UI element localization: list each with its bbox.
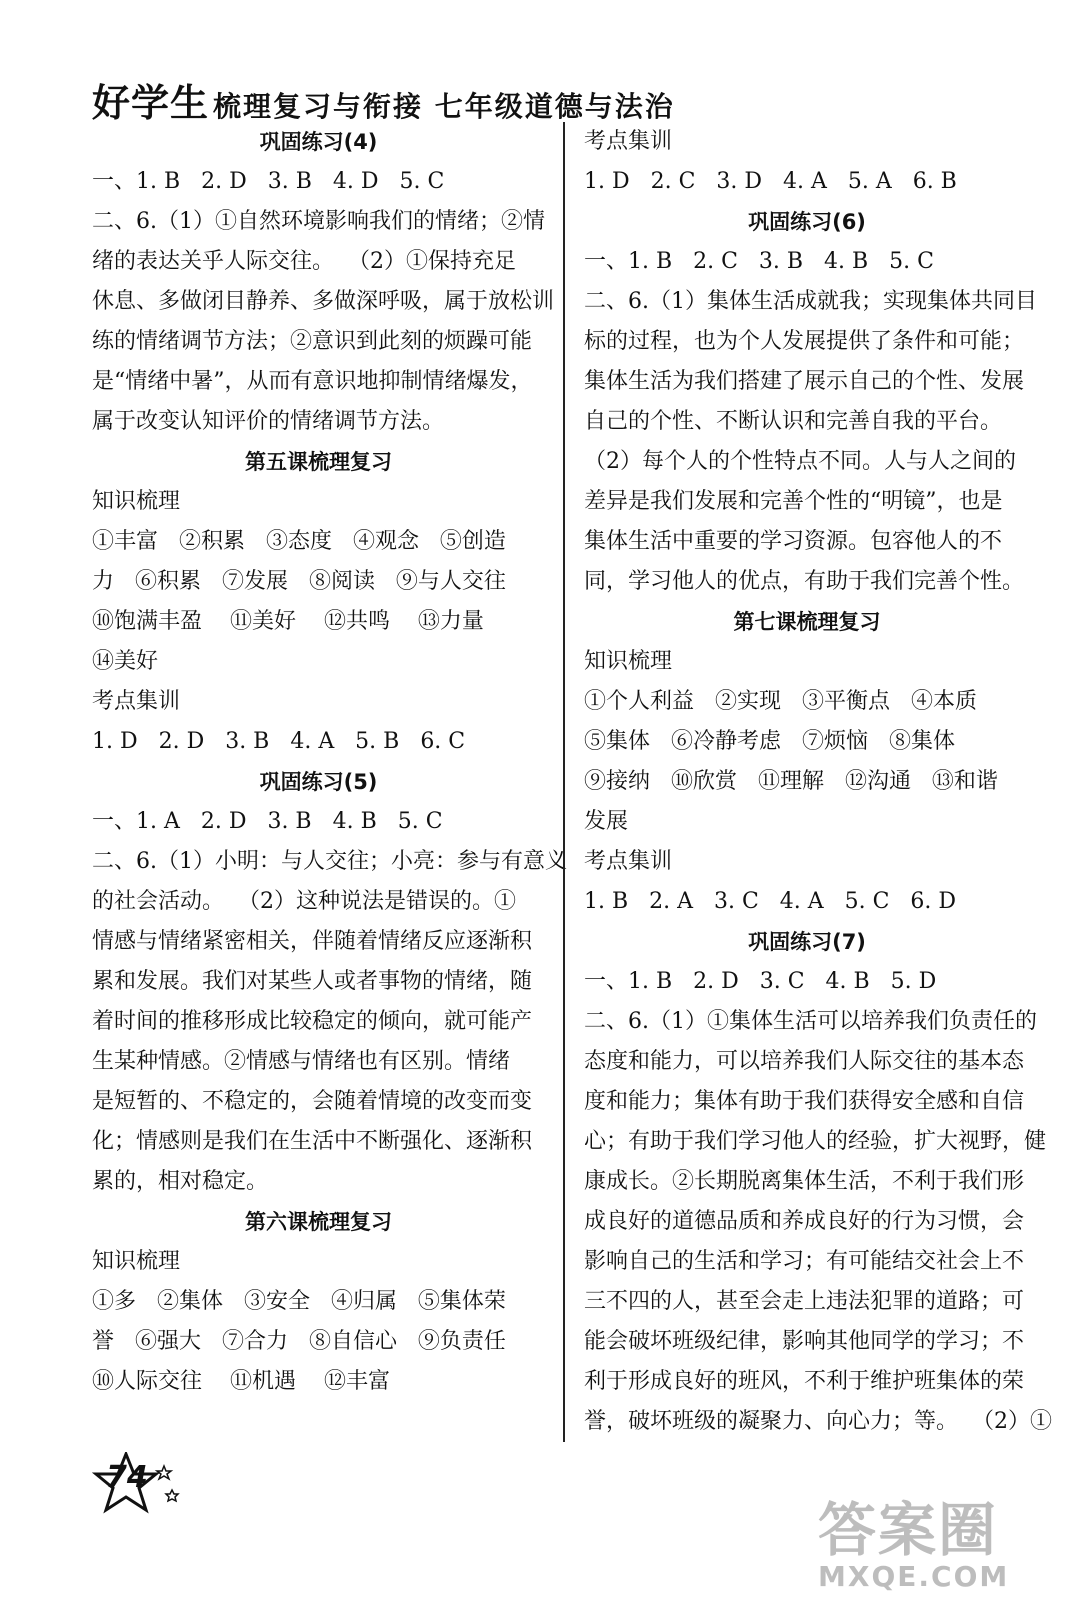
book-subtitle: 梳理复习与衔接 七年级道德与法治 (213, 90, 675, 123)
text-line: 集体生活中重要的学习资源。包容他人的不 (584, 529, 1003, 554)
text-line: 考点集训 (584, 849, 673, 874)
text-line: 力 ⑥积累 ⑦发展 ⑧阅读 ⑨与人交往 (92, 569, 506, 594)
column-divider (563, 122, 565, 1442)
text-line: 考点集训 (92, 689, 181, 714)
text-line: ①个人利益 ②实现 ③平衡点 ④本质 (584, 689, 977, 714)
watermark-title: 答案圈 (818, 1496, 999, 1564)
page-number-badge (92, 1452, 182, 1522)
text-line: 誉 ⑥强大 ⑦合力 ⑧自信心 ⑨负责任 (92, 1329, 506, 1354)
text-line: 练的情绪调节方法；②意识到此刻的烦躁可能 (92, 329, 533, 354)
text-line: 康成长。②长期脱离集体生活，不利于我们形 (584, 1169, 1025, 1194)
text-line: 誉，破坏班级的凝聚力、向心力；等。 （2）① (584, 1409, 1052, 1434)
text-line: （2）每个人的个性特点不同。人与人之间的 (584, 449, 1016, 474)
text-line: 属于改变认知评价的情绪调节方法。 (92, 409, 445, 434)
text-line: 利于形成良好的班风，不利于维护班集体的荣 (584, 1369, 1025, 1394)
text-line: 1. D 2. D 3. B 4. A 5. B 6. C (92, 729, 466, 754)
text-line: 三不四的人，甚至会走上违法犯罪的道路；可 (584, 1289, 1025, 1314)
section-heading: 巩固练习(5) (259, 770, 378, 794)
section-heading: 巩固练习(7) (748, 930, 866, 954)
text-line: 成良好的道德品质和养成良好的行为习惯，会 (584, 1209, 1025, 1234)
text-line: 自己的个性、不断认识和完善自我的平台。 (584, 409, 1003, 434)
text-line: 是短暂的、不稳定的，会随着情境的改变而变 (92, 1089, 533, 1114)
text-line: 1. B 2. A 3. C 4. A 5. C 6. D (584, 889, 957, 914)
text-line: 影响自己的生活和学习；有可能结交社会上不 (584, 1249, 1025, 1274)
section-heading: 巩固练习(4) (259, 130, 378, 154)
section-heading: 第五课梳理复习 (245, 450, 392, 474)
text-line: 绪的表达关乎人际交往。 （2）①保持充足 (92, 249, 516, 274)
text-line: ⑨接纳 ⑩欣赏 ⑪理解 ⑫沟通 ⑬和谐 (584, 769, 998, 794)
text-line: 二、6.（1）①自然环境影响我们的情绪；②情 (92, 209, 545, 234)
text-line: 着时间的推移形成比较稳定的倾向，就可能产 (92, 1009, 533, 1034)
section-heading: 第七课梳理复习 (733, 610, 881, 634)
text-line: 二、6.（1）①集体生活可以培养我们负责任的 (584, 1009, 1037, 1034)
text-line: 一、1. A 2. D 3. B 4. B 5. C (92, 809, 443, 834)
text-line: 知识梳理 (584, 649, 673, 674)
section-heading: 第六课梳理复习 (245, 1210, 392, 1234)
text-line: 能会破坏班级纪律，影响其他同学的学习；不 (584, 1329, 1025, 1354)
watermark-logo (818, 1496, 1048, 1595)
text-line: 一、1. B 2. C 3. B 4. B 5. C (584, 249, 935, 274)
text-line: ⑤集体 ⑥冷静考虑 ⑦烦恼 ⑧集体 (584, 729, 955, 754)
text-line: 是“情绪中暑”，从而有意识地抑制情绪爆发， (92, 369, 533, 394)
text-line: 情感与情绪紧密相关，伴随着情绪反应逐渐积 (92, 929, 533, 954)
watermark-url: MXQE.COM (818, 1560, 1010, 1593)
text-line: 度和能力；集体有助于我们获得安全感和自信 (584, 1089, 1025, 1114)
page-header (92, 72, 675, 125)
page-number: 74 (106, 1460, 148, 1495)
text-line: 累和发展。我们对某些人或者事物的情绪，随 (92, 969, 533, 994)
text-line: 生某种情感。②情感与情绪也有区别。情绪 (92, 1049, 511, 1074)
text-line: 发展 (584, 809, 629, 834)
text-line: 化；情感则是我们在生活中不断强化、逐渐积 (92, 1129, 533, 1154)
text-line: ①多 ②集体 ③安全 ④归属 ⑤集体荣 (92, 1289, 506, 1314)
section-heading: 巩固练习(6) (748, 210, 866, 234)
brand-title: 好学生 (92, 81, 210, 125)
text-line: 标的过程，也为个人发展提供了条件和可能； (584, 329, 1025, 354)
text-line: 一、1. B 2. D 3. B 4. D 5. C (92, 169, 445, 194)
text-line: 考点集训 (584, 129, 673, 154)
text-line: ⑭美好 (92, 649, 159, 674)
text-line: 知识梳理 (92, 1249, 181, 1274)
text-line: 态度和能力，可以培养我们人际交往的基本态 (584, 1049, 1025, 1074)
text-line: 累的，相对稳定。 (92, 1169, 269, 1194)
text-line: 差异是我们发展和完善个性的“明镜”，也是 (584, 489, 1003, 514)
text-line: ①丰富 ②积累 ③态度 ④观念 ⑤创造 (92, 529, 506, 554)
text-line: 休息、多做闭目静养、多做深呼吸，属于放松训 (92, 289, 555, 314)
text-line: 的社会活动。 （2）这种说法是错误的。① (92, 889, 516, 914)
text-line: ⑩饱满丰盈 ⑪美好 ⑫共鸣 ⑬力量 (92, 609, 484, 634)
text-line: 一、1. B 2. D 3. C 4. B 5. D (584, 969, 937, 994)
left-column (92, 122, 567, 1402)
text-line: 二、6.（1）集体生活成就我；实现集体共同目 (584, 289, 1037, 314)
text-line: 心；有助于我们学习他人的经验，扩大视野，健 (584, 1129, 1047, 1154)
text-line: 1. D 2. C 3. D 4. A 5. A 6. B (584, 169, 957, 194)
text-line: 同，学习他人的优点，有助于我们完善个性。 (584, 569, 1025, 594)
right-column (584, 122, 1052, 1442)
text-line: 知识梳理 (92, 489, 181, 514)
text-line: 二、6.（1）小明：与人交往；小亮：参与有意义 (92, 849, 567, 874)
text-line: ⑩人际交往 ⑪机遇 ⑫丰富 (92, 1369, 390, 1394)
text-line: 集体生活为我们搭建了展示自己的个性、发展 (584, 369, 1025, 394)
